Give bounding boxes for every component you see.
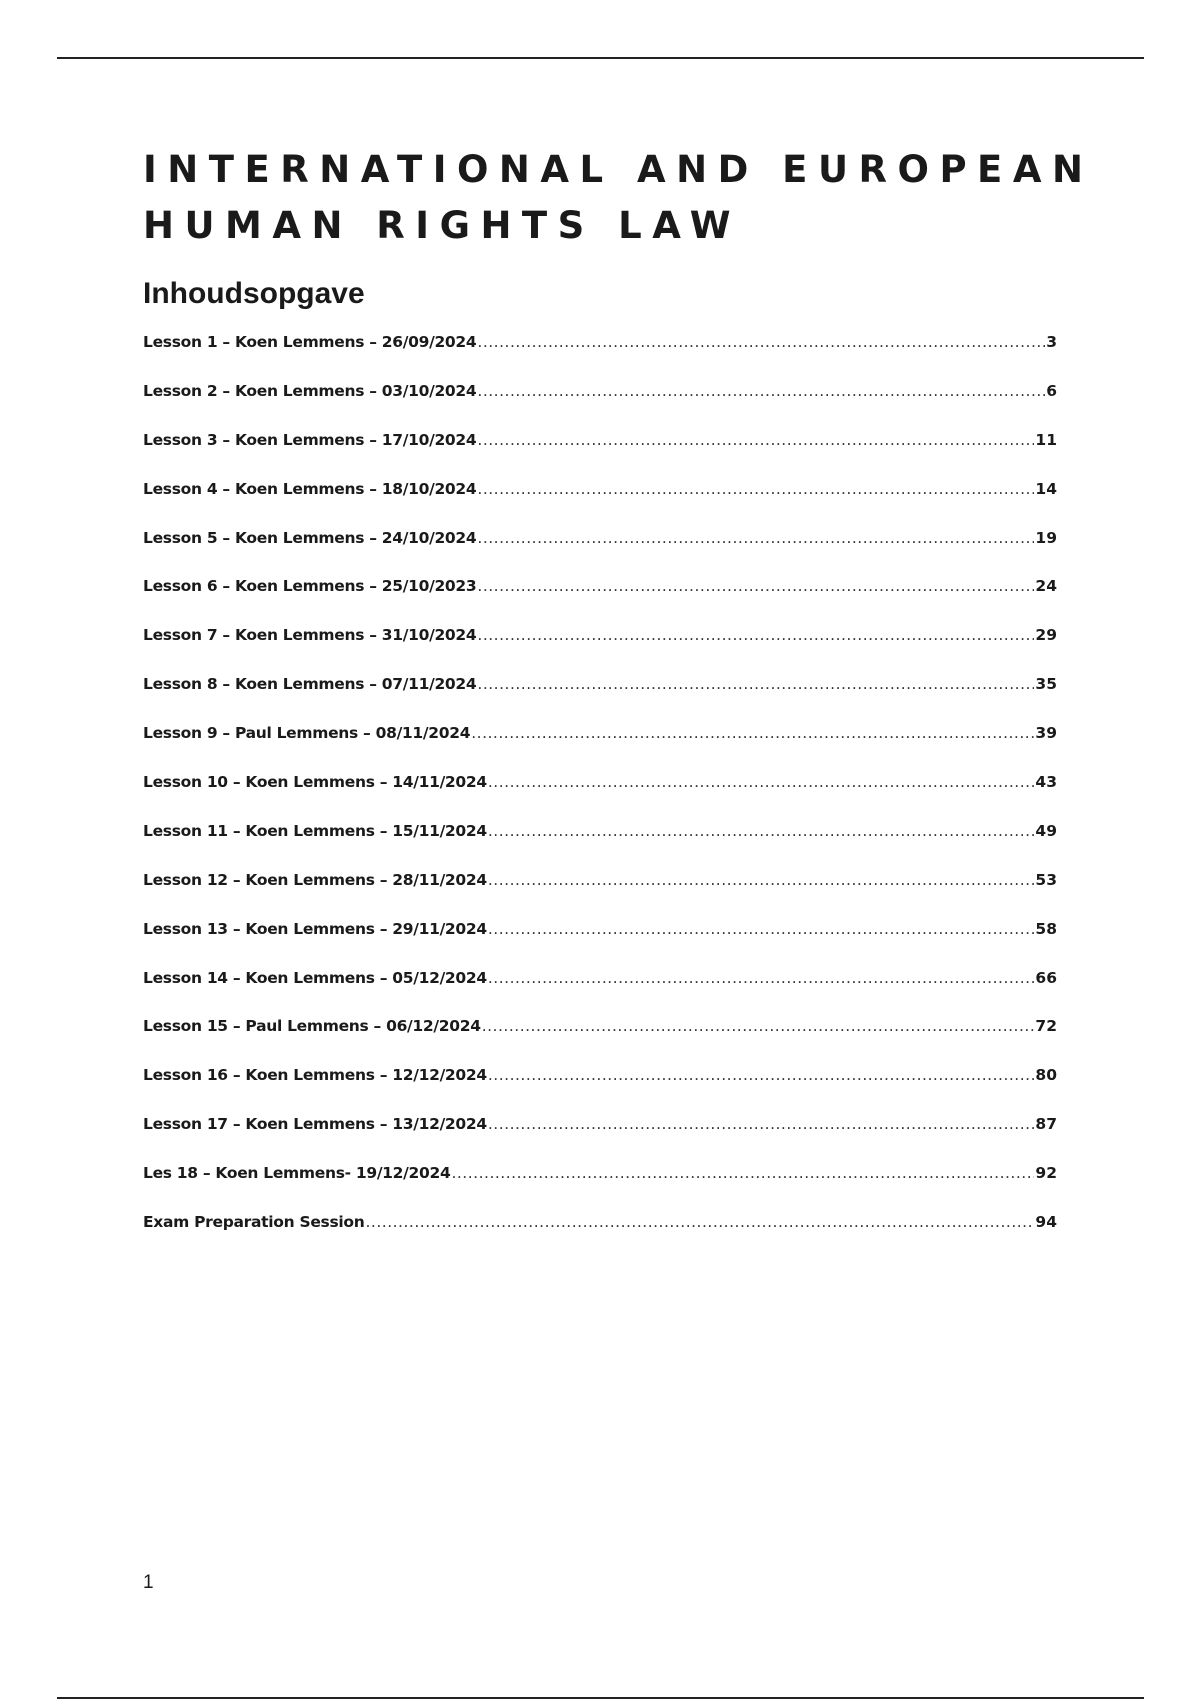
toc-entry-lesson-17[interactable] [143,1115,1057,1164]
toc-leader-dots [477,529,1034,547]
toc-entry-label: Les 18 – Koen Lemmens- 19/12/2024 [143,1164,451,1183]
toc-entry-page: 66 [1035,968,1057,987]
toc-leader-dots [451,1164,1034,1182]
table-of-contents [143,333,1057,1262]
toc-entry-label: Lesson 13 – Koen Lemmens – 29/11/2024 [143,919,487,938]
toc-entry-page: 29 [1035,626,1057,645]
toc-entry-exam-preparation[interactable] [143,1213,1057,1262]
toc-entry-lesson-5[interactable] [143,529,1057,578]
toc-entry-page: 72 [1035,1017,1057,1036]
toc-entry-page: 19 [1035,528,1057,547]
toc-entry-lesson-8[interactable] [143,675,1057,724]
toc-leader-dots [471,724,1034,742]
toc-entry-page: 87 [1035,1115,1057,1134]
toc-entry-page: 24 [1035,577,1057,596]
toc-leader-dots [488,822,1035,840]
toc-entry-page: 35 [1035,675,1057,694]
toc-entry-label: Lesson 16 – Koen Lemmens – 12/12/2024 [143,1066,487,1085]
toc-leader-dots [488,773,1035,791]
toc-entry-label: Lesson 10 – Koen Lemmens – 14/11/2024 [143,773,487,792]
toc-leader-dots [488,871,1035,889]
document-title-line-1: INTERNATIONAL AND EUROPEAN [143,148,1094,191]
toc-entry-lesson-10[interactable] [143,773,1057,822]
toc-entry-lesson-11[interactable] [143,822,1057,871]
toc-entry-page: 39 [1035,724,1057,743]
toc-entry-lesson-9[interactable] [143,724,1057,773]
footer-rule [57,1697,1144,1699]
toc-entry-label: Lesson 15 – Paul Lemmens – 06/12/2024 [143,1017,481,1036]
toc-heading: Inhoudsopgave [143,277,365,310]
toc-entry-page: 43 [1035,773,1057,792]
toc-leader-dots [366,1213,1035,1231]
toc-leader-dots [488,1066,1035,1084]
toc-entry-lesson-6[interactable] [143,577,1057,626]
toc-entry-label: Lesson 17 – Koen Lemmens – 13/12/2024 [143,1115,487,1134]
toc-entry-page: 58 [1035,919,1057,938]
toc-entry-label: Exam Preparation Session [143,1213,365,1232]
document-title-line-2: HUMAN RIGHTS LAW [143,204,742,247]
toc-entry-lesson-15[interactable] [143,1017,1057,1066]
toc-entry-lesson-3[interactable] [143,431,1057,480]
toc-entry-label: Lesson 5 – Koen Lemmens – 24/10/2024 [143,528,477,547]
toc-entry-label: Lesson 3 – Koen Lemmens – 17/10/2024 [143,430,477,449]
toc-entry-lesson-1[interactable] [143,333,1057,382]
toc-entry-label: Lesson 4 – Koen Lemmens – 18/10/2024 [143,479,477,498]
toc-entry-lesson-4[interactable] [143,480,1057,529]
toc-entry-page: 49 [1035,821,1057,840]
toc-entry-page: 53 [1035,870,1057,889]
toc-entry-lesson-2[interactable] [143,382,1057,431]
toc-entry-page: 80 [1035,1066,1057,1085]
toc-entry-lesson-14[interactable] [143,969,1057,1018]
toc-entry-label: Lesson 6 – Koen Lemmens – 25/10/2023 [143,577,477,596]
toc-leader-dots [477,382,1045,400]
toc-entry-page: 11 [1035,430,1057,449]
toc-leader-dots [488,969,1035,987]
toc-leader-dots [477,333,1045,351]
toc-entry-lesson-13[interactable] [143,920,1057,969]
toc-leader-dots [488,1115,1035,1133]
toc-entry-page: 6 [1046,381,1057,400]
toc-entry-lesson-18[interactable] [143,1164,1057,1213]
toc-entry-label: Lesson 1 – Koen Lemmens – 26/09/2024 [143,333,477,351]
toc-entry-page: 92 [1035,1164,1057,1183]
toc-entry-lesson-16[interactable] [143,1066,1057,1115]
toc-leader-dots [477,626,1034,644]
toc-entry-label: Lesson 12 – Koen Lemmens – 28/11/2024 [143,870,487,889]
toc-entry-label: Lesson 14 – Koen Lemmens – 05/12/2024 [143,968,487,987]
toc-entry-lesson-12[interactable] [143,871,1057,920]
toc-entry-label: Lesson 11 – Koen Lemmens – 15/11/2024 [143,821,487,840]
toc-entry-label: Lesson 7 – Koen Lemmens – 31/10/2024 [143,626,477,645]
toc-entry-label: Lesson 2 – Koen Lemmens – 03/10/2024 [143,381,477,400]
toc-entry-label: Lesson 9 – Paul Lemmens – 08/11/2024 [143,724,471,743]
toc-leader-dots [477,675,1034,693]
toc-entry-lesson-7[interactable] [143,626,1057,675]
toc-leader-dots [477,431,1034,449]
document-title [143,142,1103,254]
header-rule [57,57,1144,59]
toc-leader-dots [477,577,1034,595]
toc-entry-label: Lesson 8 – Koen Lemmens – 07/11/2024 [143,675,477,694]
toc-entry-page: 3 [1046,333,1057,351]
page-number: 1 [143,1572,154,1593]
toc-leader-dots [488,920,1035,938]
toc-leader-dots [477,480,1034,498]
toc-entry-page: 14 [1035,479,1057,498]
toc-entry-page: 94 [1035,1213,1057,1232]
toc-leader-dots [482,1017,1035,1035]
